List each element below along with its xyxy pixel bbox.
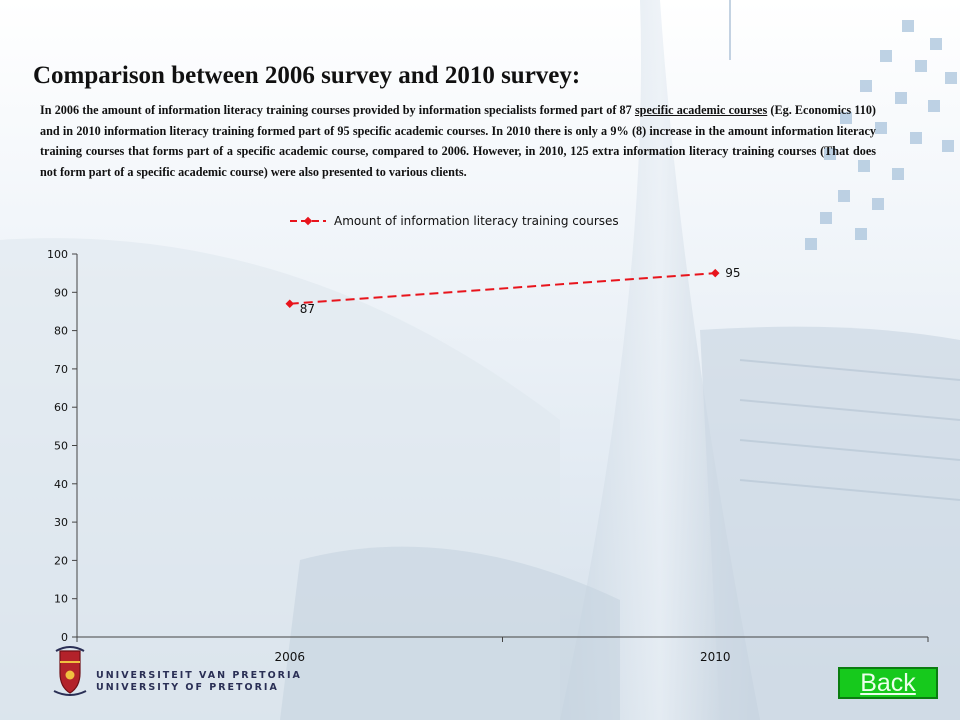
body-paragraph-part1: In 2006 the amount of information literacy training courses provided by information specialists formed part of 87 (40, 103, 635, 117)
chart-legend (290, 214, 619, 228)
back-button[interactable]: Back (838, 667, 938, 699)
y-tick-label: 30 (54, 516, 68, 530)
university-name (96, 670, 302, 694)
x-tick-label: 2010 (699, 650, 731, 664)
legend-marker-swatch (304, 217, 312, 225)
y-tick-label: 0 (61, 631, 68, 644)
legend-label: Amount of information literacy training courses (334, 214, 619, 228)
university-name-afrikaans: UNIVERSITEIT VAN PRETORIA (96, 670, 302, 681)
y-tick-label: 70 (54, 362, 68, 376)
data-label: 87 (299, 301, 316, 316)
y-tick-label: 90 (54, 286, 68, 300)
y-tick-label: 50 (54, 439, 68, 453)
body-paragraph (40, 100, 876, 182)
y-tick-label: 20 (54, 554, 68, 568)
body-paragraph-underlined: specific academic courses (634, 103, 768, 117)
y-tick-label: 40 (54, 477, 68, 491)
university-name-english: UNIVERSITY OF PRETORIA (96, 682, 279, 693)
data-label: 95 (725, 266, 741, 281)
y-tick-label: 80 (54, 324, 68, 338)
y-tick-label: 10 (54, 592, 68, 606)
y-tick-label: 60 (54, 401, 68, 415)
data-point-marker (711, 269, 719, 277)
x-tick-label: 2006 (274, 650, 306, 664)
series-line (290, 273, 716, 304)
slide-title: Comparison between 2006 survey and 2010 survey: (33, 62, 581, 89)
line-chart (0, 205, 960, 675)
y-tick-label: 100 (47, 248, 68, 261)
data-point-marker (286, 300, 294, 308)
body-paragraph-part2: (Eg. Economics 110) and in 2010 information literacy training formed part of 95 specific academic courses. In 2010 there is only a 9% (8) increase in the amount information literacy training courses that forms part of a specific academic course, compared to 2006. However, in 2010, 125 extra information literacy training courses (That does not form part of a specific academic course) were also presented to various clients. (40, 103, 876, 179)
